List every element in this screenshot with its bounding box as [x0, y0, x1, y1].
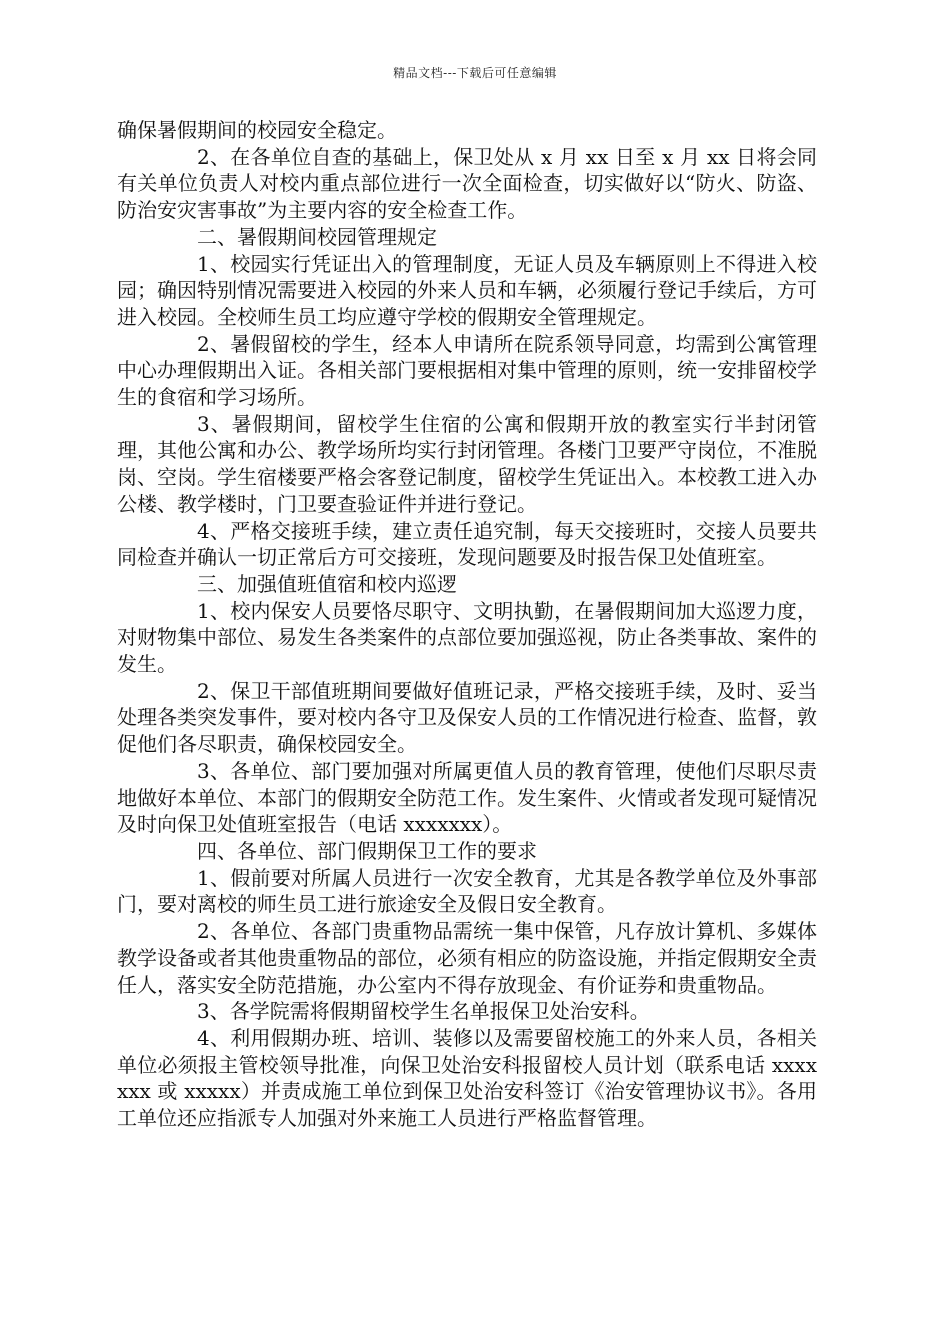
- section-heading: 四、各单位、部门假期保卫工作的要求: [197, 838, 537, 863]
- paragraph: 3、各单位、部门要加强对所属更值人员的教育管理，使他们尽职尽责地做好本单位、本部门的假期安全防范工作。发生案件、火情或者发现可疑情况及时向保卫处值班室报告（电话 xxxxxxx）。: [117, 758, 817, 837]
- paragraph: 2、保卫干部值班期间要做好值班记录，严格交接班手续，及时、妥当处理各类突发事件，要对校内各守卫及保安人员的工作情况进行检查、监督，敦促他们各尽职责，确保校园安全。: [117, 678, 817, 757]
- paragraph: 4、利用假期办班、培训、装修以及需要留校施工的外来人员，各相关单位必须报主管校领导批准，向保卫处治安科报留校人员计划（联系电话 xxxxxxx 或 xxxxx）并责成施工单位到保卫处治安科签订《治安管理协议书》。各用工单位还应指派专人加强对外来施工人员进行严格监督管理。: [117, 1025, 817, 1131]
- paragraph: 1、校内保安人员要恪尽职守、文明执勤，在暑假期间加大巡逻力度，对财物集中部位、易发生各类案件的点部位要加强巡视，防止各类事故、案件的发生。: [117, 598, 817, 677]
- paragraph: 2、在各单位自查的基础上，保卫处从 x 月 xx 日至 x 月 xx 日将会同有关单位负责人对校内重点部位进行一次全面检查，切实做好以“防火、防盗、防治安灾害事故”为主要内容的安全检查工作。: [117, 144, 817, 223]
- section-heading: 二、暑假期间校园管理规定: [197, 224, 437, 249]
- paragraph: 4、严格交接班手续，建立责任追究制，每天交接班时，交接人员要共同检查并确认一切正常后方可交接班，发现问题要及时报告保卫处值班室。: [117, 518, 817, 570]
- paragraph: 确保暑假期间的校园安全稳定。: [117, 118, 397, 142]
- paragraph: 3、各学院需将假期留校学生名单报保卫处治安科。: [197, 999, 650, 1024]
- paragraph: 2、各单位、各部门贵重物品需统一集中保管，凡存放计算机、多媒体教学设备或者其他贵重物品的部位，必须有相应的防盗设施，并指定假期安全责任人，落实安全防范措施，办公室内不得存放现金、有价证券和贵重物品。: [117, 919, 817, 997]
- paragraph: 3、暑假期间，留校学生住宿的公寓和假期开放的教室实行半封闭管理，其他公寓和办公、教学场所均实行封闭管理。各楼门卫要严守岗位，不准脱岗、空岗。学生宿楼要严格会客登记制度，留校学生凭证出入。本校教工进入办公楼、教学楼时，门卫要查验证件并进行登记。: [117, 411, 817, 516]
- document-body: [117, 117, 817, 1132]
- paragraph: 1、校园实行凭证出入的管理制度，无证人员及车辆原则上不得进入校园；确因特别情况需要进入校园的外来人员和车辆，必须履行登记手续后，方可进入校园。全校师生员工均应遵守学校的假期安全管理规定。: [117, 251, 817, 329]
- paragraph: 1、假前要对所属人员进行一次安全教育，尤其是各教学单位及外事部门，要对离校的师生员工进行旅途安全及假日安全教育。: [117, 865, 817, 917]
- page-header: 精品文档---下载后可任意编辑: [393, 66, 557, 80]
- paragraph: 2、暑假留校的学生，经本人申请所在院系领导同意，均需到公寓管理中心办理假期出入证。各相关部门要根据相对集中管理的原则，统一安排留校学生的食宿和学习场所。: [117, 331, 817, 410]
- section-heading: 三、加强值班值宿和校内巡逻: [197, 571, 457, 596]
